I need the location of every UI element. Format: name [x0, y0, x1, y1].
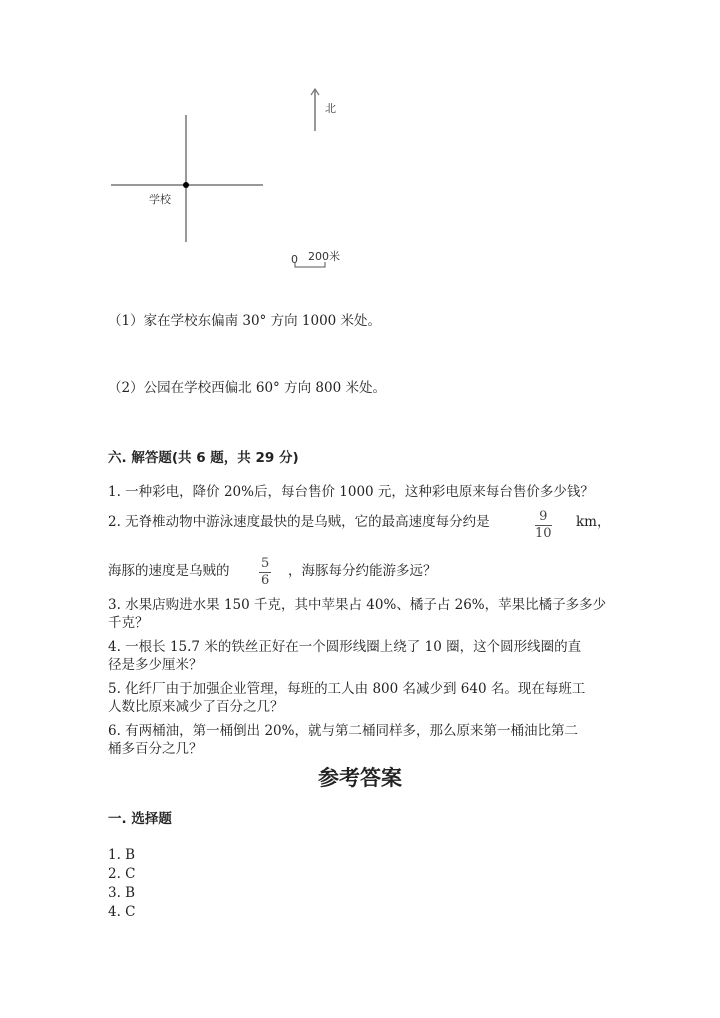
answers-section-1-heading: 一. 选择题 — [108, 811, 172, 827]
denominator: 6 — [261, 573, 270, 588]
school-label: 学校 — [149, 193, 171, 206]
north-label: 北 — [325, 102, 336, 115]
scale-zero: 0 — [291, 253, 298, 266]
fraction-5-6 — [259, 556, 271, 589]
section-6-heading: 六. 解答题(共 6 题，共 29 分) — [108, 450, 299, 466]
fill-item-2: （2）公园在学校西偏北 60° 方向 800 米处。 — [108, 380, 386, 396]
question-3-line-1: 3. 水果店购进水果 150 千克，其中苹果占 40%、橘子占 26%，苹果比橘子多多少 — [108, 597, 607, 613]
question-2-part-c: ，海豚每分约能游多远？ — [288, 563, 437, 579]
question-1: 1. 一种彩电，降价 20%后，每台售价 1000 元，这种彩电原来每台售价多少钱？ — [108, 484, 594, 500]
question-5-line-2: 人数比原来减少了百分之几？ — [108, 699, 284, 715]
numerator: 9 — [535, 509, 552, 526]
answers-title: 参考答案 — [318, 766, 402, 790]
school-point — [183, 182, 189, 188]
direction-diagram — [0, 0, 720, 290]
question-2-part-a: 2. 无脊椎动物中游泳速度最快的是乌贼，它的最高速度每分约是 — [108, 514, 490, 530]
answer-1: 1. B — [108, 847, 136, 863]
question-2-unit: km， — [576, 514, 611, 530]
question-6-line-1: 6. 有两桶油，第一桶倒出 20%，就与第二桶同样多，那么原来第一桶油比第二 — [108, 723, 578, 739]
fill-item-1: （1）家在学校东偏南 30° 方向 1000 米处。 — [108, 313, 382, 329]
fraction-9-10 — [535, 509, 552, 542]
answer-3: 3. B — [108, 885, 136, 901]
question-4-line-1: 4. 一根长 15.7 米的铁丝正好在一个圆形线圈上绕了 10 圈，这个圆形线圈的直 — [108, 639, 582, 655]
question-5-line-1: 5. 化纤厂由于加强企业管理，每班的工人由 800 名减少到 640 名。现在每班工 — [108, 681, 586, 697]
question-4-line-2: 径是多少厘米？ — [108, 657, 203, 673]
scale-label: 200米 — [308, 250, 340, 263]
numerator: 5 — [261, 556, 270, 571]
denominator: 10 — [535, 526, 552, 541]
question-6-line-2: 桶多百分之几？ — [108, 741, 203, 757]
answer-2: 2. C — [108, 866, 136, 882]
question-3-line-2: 千克？ — [108, 615, 149, 631]
question-2-part-b: 海豚的速度是乌贼的 — [108, 563, 230, 579]
answer-4: 4. C — [108, 904, 136, 920]
